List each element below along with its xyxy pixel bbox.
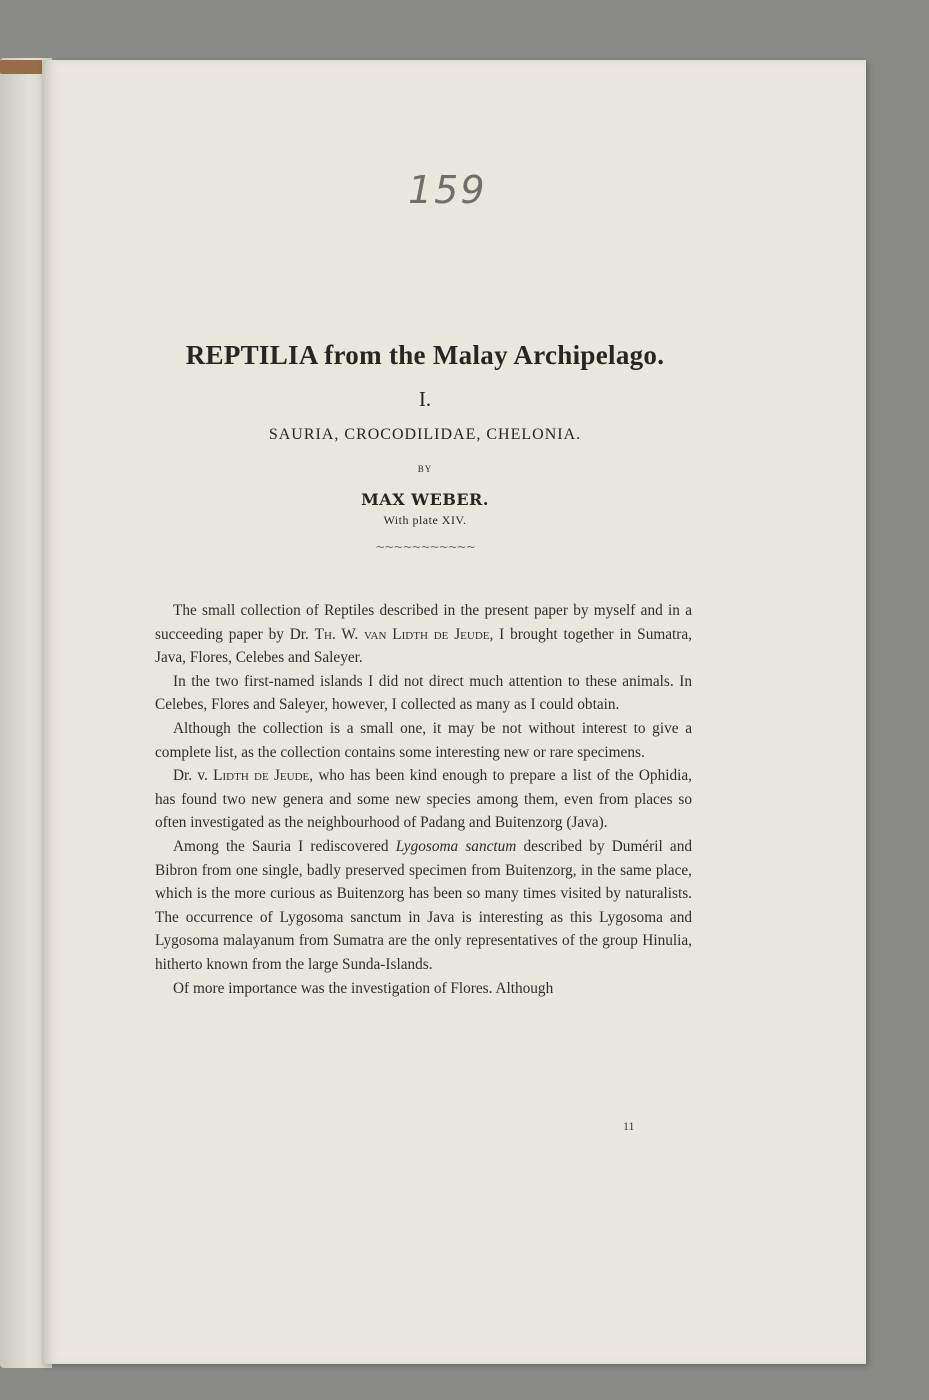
paragraph-1: The small collection of Reptiles described in the present paper by myself and in a succeeding paper by Dr. Th. W. van Lidth de Jeude, I brought together in Sumatra, Java, Flores, Celebes and Saleyer. <box>155 602 692 667</box>
page-number: 11 <box>623 1119 635 1133</box>
paper-title: REPTILIA from the Malay Archipelago. <box>185 340 665 370</box>
plate-note: With plate XIV. <box>383 513 467 527</box>
paper-subtitle: SAURIA, CROCODILIDAE, CHELONIA. <box>268 426 582 443</box>
paragraph-4: Dr. v. Lidth de Jeude, who has been kind enough to prepare a list of the Ophidia, has found two new genera and some new species among them, even from places so often investigated as the neighbourhood of Padang and Buitenzorg (Java). <box>155 767 692 832</box>
paragraph-6: Of more importance was the investigation of Flores. Although <box>173 979 554 997</box>
paragraph-2: In the two first-named islands I did not direct much attention to these animals. In Celebes, Flores and Saleyer, however, I collected as many as I could obtain. <box>155 672 692 714</box>
paragraph-5: Among the Sauria I rediscovered Lygosoma sanctum described by Duméril and Bibron from one single, badly preserved specimen from Buitenzorg, in the same place, which is the more curious as Buitenzorg has been so many times visited by naturalists. The occurrence of Lygosoma sanctum in Java is interesting as this Lygosoma and Lygosoma malayanum from Sumatra are the only representatives of the group Hinulia, hitherto known from the large Sunda-Islands. <box>155 837 692 973</box>
handwritten-page-note: 159 <box>408 168 487 212</box>
by-label: BY <box>417 464 433 474</box>
species-name: Lygosoma sanctum <box>395 837 517 855</box>
part-number: I. <box>418 387 432 411</box>
author-name: MAX WEBER. <box>361 490 489 509</box>
body-text <box>155 599 692 1000</box>
author-ref: Lidth de Jeude <box>213 767 310 785</box>
spine-tear <box>0 60 44 74</box>
header-block <box>150 340 700 554</box>
ornament-divider: ~~~~~~~~~~~ <box>375 540 475 554</box>
paragraph-3: Although the collection is a small one, it may be not without interest to give a complete list, as the collection contains some interesting new or rare specimens. <box>155 719 692 761</box>
author-ref: Th. W. van Lidth de Jeude <box>314 625 490 643</box>
